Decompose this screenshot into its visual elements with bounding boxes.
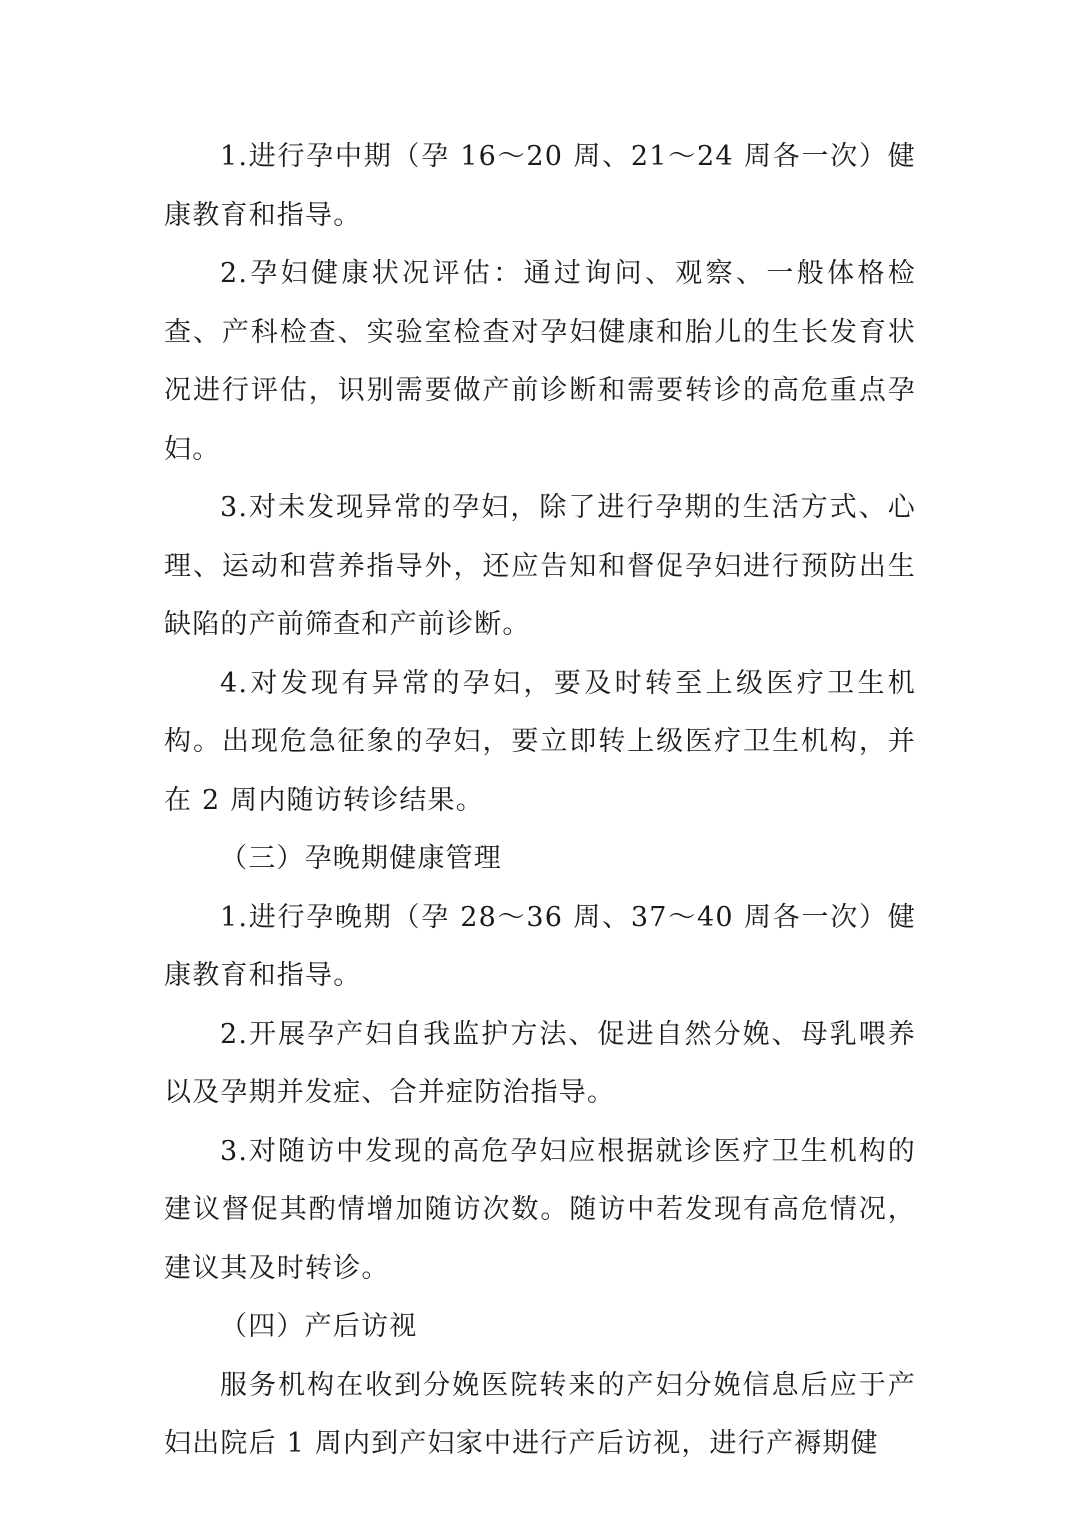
paragraph-self-monitoring: 2.开展孕产妇自我监护方法、促进自然分娩、母乳喂养以及孕期并发症、合并症防治指导。 [164, 1018, 916, 1108]
section-heading-postpartum-visit: （四）产后访视 [220, 1311, 418, 1342]
paragraph-latepregnancy-education: 1.进行孕晚期（孕 28～36 周、37～40 周各一次）健康教育和指导。 [164, 901, 916, 991]
paragraph-midpregnancy-education: 1.进行孕中期（孕 16～20 周、21～24 周各一次）健康教育和指导。 [164, 141, 916, 231]
paragraph-normal-guidance: 3.对未发现异常的孕妇，除了进行孕期的生活方式、心理、运动和营养指导外，还应告知和督促孕妇进行预防出生缺陷的产前筛查和产前诊断。 [164, 492, 916, 640]
section-heading-late-pregnancy: （三）孕晚期健康管理 [220, 843, 502, 874]
document-body [164, 128, 916, 1474]
paragraph-postpartum-service: 服务机构在收到分娩医院转来的产妇分娩信息后应于产妇出院后 1 周内到产妇家中进行产后访视，进行产褥期健 [164, 1369, 916, 1459]
paragraph-abnormal-referral: 4.对发现有异常的孕妇，要及时转至上级医疗卫生机构。出现危急征象的孕妇，要立即转上级医疗卫生机构，并在 2 周内随访转诊结果。 [164, 667, 916, 816]
paragraph-high-risk-followup: 3.对随访中发现的高危孕妇应根据就诊医疗卫生机构的建议督促其酌情增加随访次数。随访中若发现有高危情况，建议其及时转诊。 [164, 1135, 916, 1284]
paragraph-health-assessment: 2.孕妇健康状况评估：通过询问、观察、一般体格检查、产科检查、实验室检查对孕妇健康和胎儿的生长发育状况进行评估，识别需要做产前诊断和需要转诊的高危重点孕妇。 [164, 258, 916, 465]
